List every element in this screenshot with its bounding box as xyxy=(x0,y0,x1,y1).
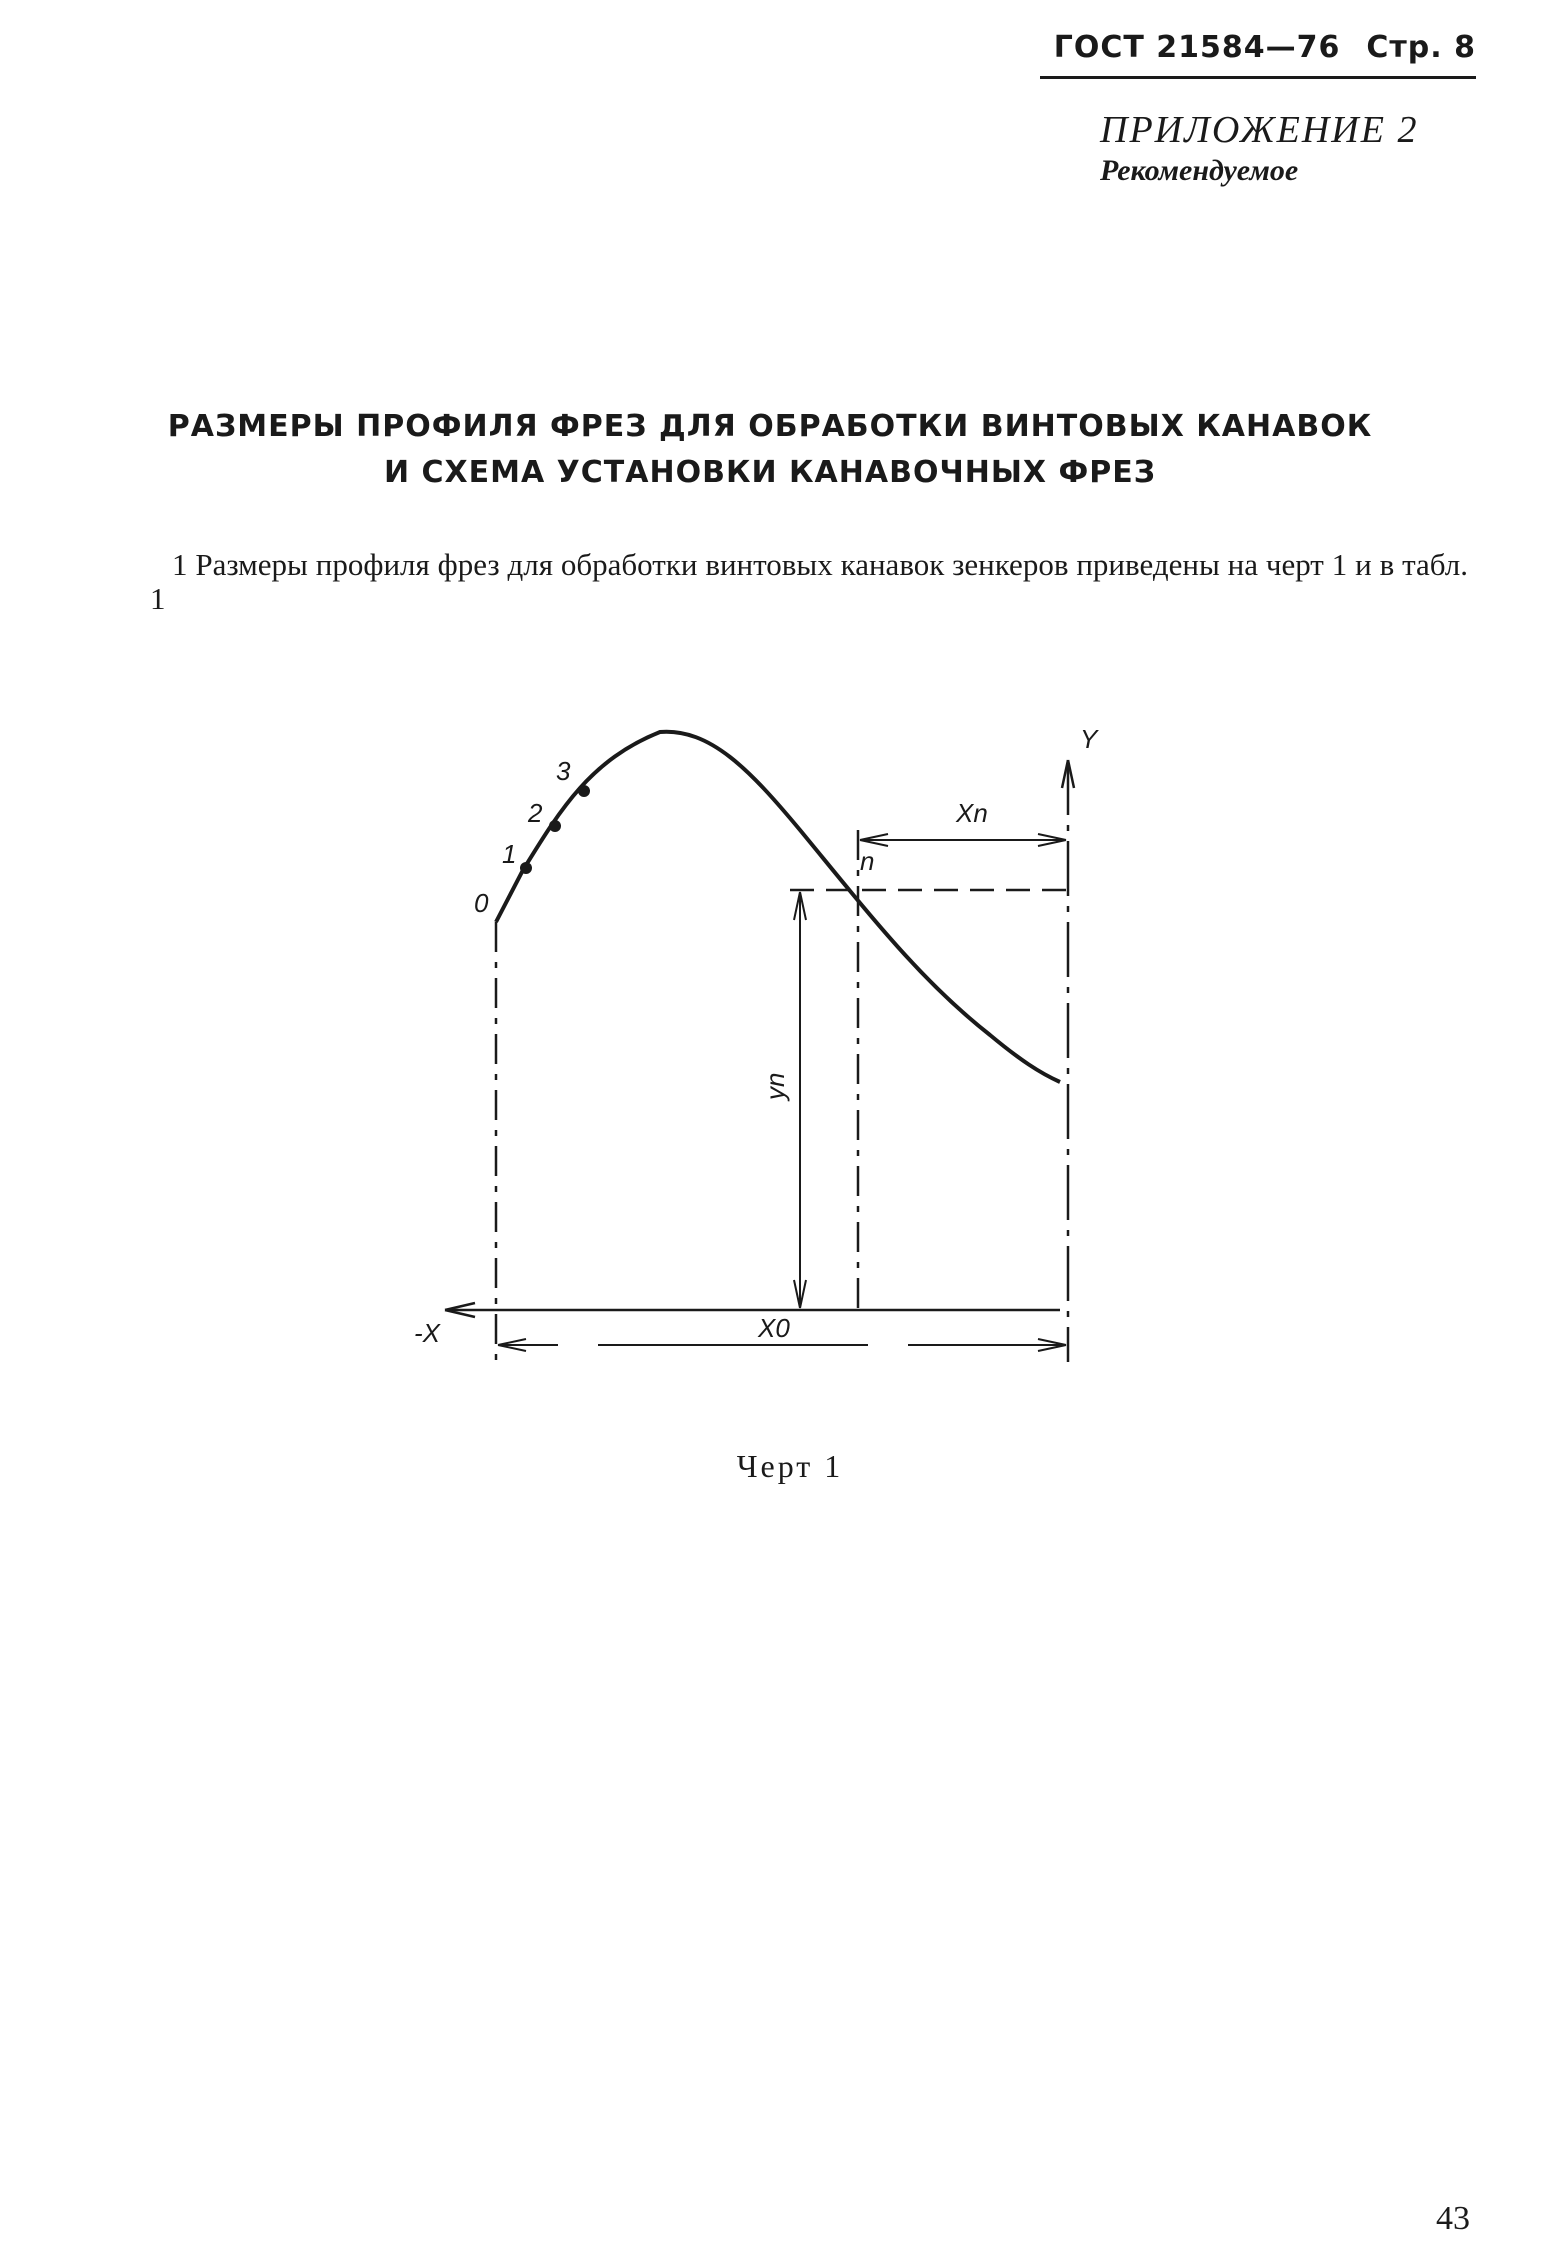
label-neg-x: -X xyxy=(414,1318,440,1348)
appendix-title: ПРИЛОЖЕНИЕ 2 xyxy=(1100,109,1419,151)
profile-curve xyxy=(496,732,1060,1082)
label-point-1: 1 xyxy=(502,839,517,869)
label-point-3: 3 xyxy=(556,756,571,786)
label-point-0: 0 xyxy=(474,888,489,918)
page-label: Стр. 8 xyxy=(1366,30,1476,65)
appendix-status: Рекомендуемое xyxy=(1100,154,1299,187)
section-title-line-2: И СХЕМА УСТАНОВКИ КАНАВОЧНЫХ ФРЕЗ xyxy=(383,455,1157,490)
profile-point-2 xyxy=(549,820,561,832)
label-n: n xyxy=(860,846,875,876)
label-y: Y xyxy=(1080,724,1098,754)
page-number: 43 xyxy=(1436,2200,1470,2237)
standard-number: ГОСТ 21584—76 xyxy=(1053,30,1341,65)
section-title-line-1: РАЗМЕРЫ ПРОФИЛЯ ФРЕЗ ДЛЯ ОБРАБОТКИ ВИНТОВЫХ КАНАВОК xyxy=(167,409,1373,444)
header-rule xyxy=(1040,76,1476,79)
label-xn: Xn xyxy=(956,798,988,828)
profile-point-3 xyxy=(578,785,590,797)
section-title xyxy=(120,404,1420,496)
profile-drawing-svg xyxy=(400,700,1200,1400)
label-yn: yn xyxy=(760,1072,790,1100)
appendix-block xyxy=(1100,108,1476,188)
label-x0: X0 xyxy=(758,1313,790,1343)
profile-drawing xyxy=(400,700,1200,1400)
label-point-2: 2 xyxy=(528,798,543,828)
body-paragraph: 1 Размеры профиля фрез для обработки винтовых канавок зенкеров приведены на черт 1 и в табл. 1 xyxy=(150,547,1468,616)
page-header xyxy=(1040,30,1476,65)
profile-point-1 xyxy=(520,862,532,874)
figure-caption: Черт 1 xyxy=(736,1448,844,1484)
